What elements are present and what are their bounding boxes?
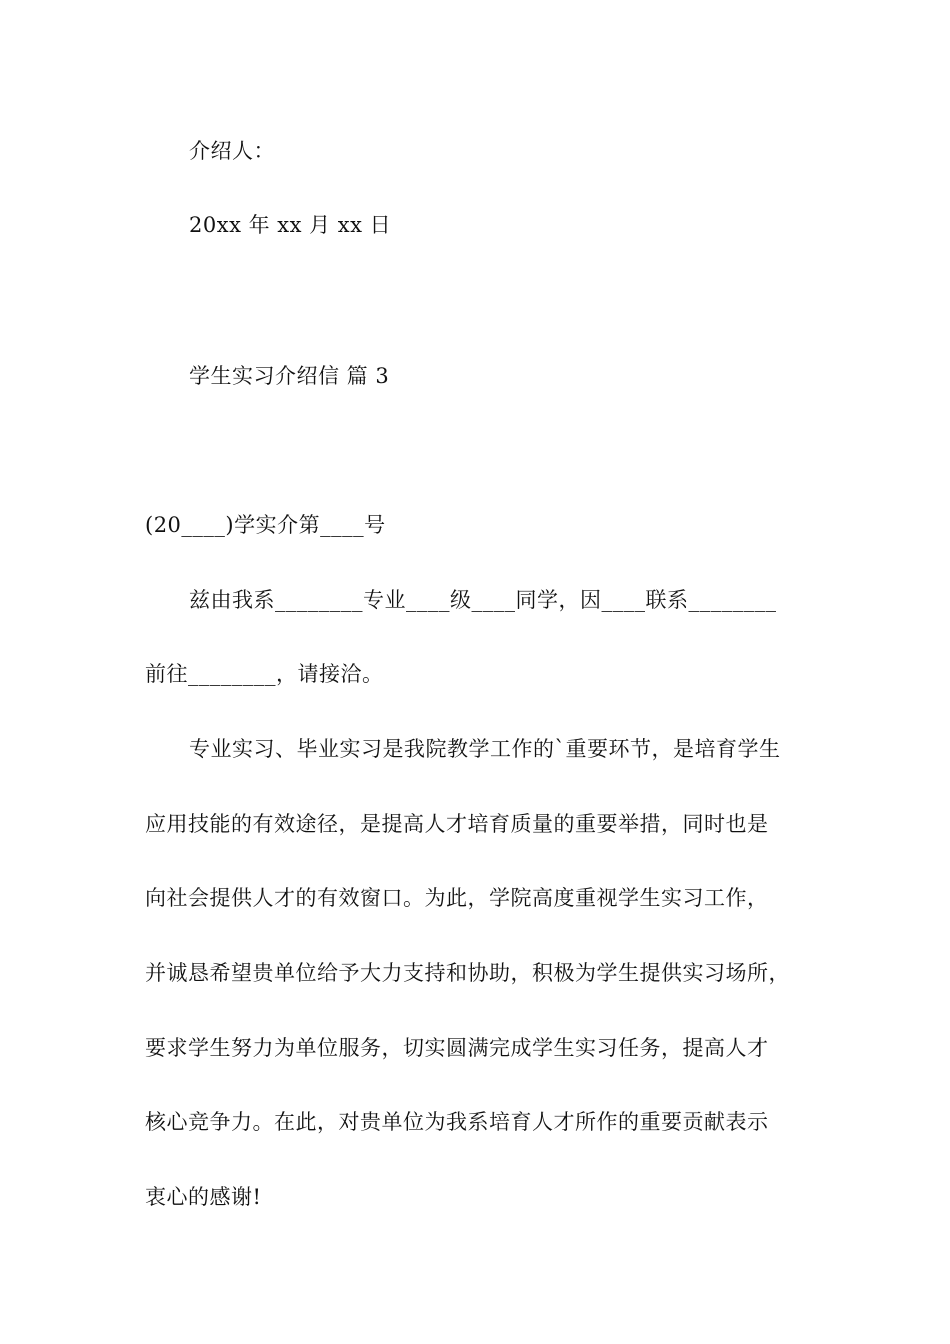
reference-number: (20____)学实介第____号	[145, 513, 386, 537]
body-line: 向社会提供人才的有效窗口。为此，学院高度重视学生实习工作，	[145, 886, 769, 910]
body-line: 衷心的感谢!	[145, 1185, 262, 1209]
date-line: 20xx 年 xx 月 xx 日	[189, 213, 392, 237]
section-title: 学生实习介绍信 篇 3	[189, 364, 390, 388]
body-line: 应用技能的有效途径，是提高人才培育质量的重要举措，同时也是	[145, 812, 769, 836]
body-line: 要求学生努力为单位服务，切实圆满完成学生实习任务，提高人才	[145, 1036, 769, 1060]
intro-line-2: 前往________，请接洽。	[145, 662, 384, 686]
body-line: 核心竞争力。在此，对贵单位为我系培育人才所作的重要贡献表示	[145, 1110, 769, 1134]
introducer-label: 介绍人：	[189, 139, 275, 163]
body-line: 并诚恳希望贵单位给予大力支持和协助，积极为学生提供实习场所，	[145, 961, 790, 985]
intro-line-1: 兹由我系________专业____级____同学，因____联系________	[189, 588, 777, 612]
body-line: 专业实习、毕业实习是我院教学工作的`重要环节，是培育学生	[189, 737, 781, 761]
